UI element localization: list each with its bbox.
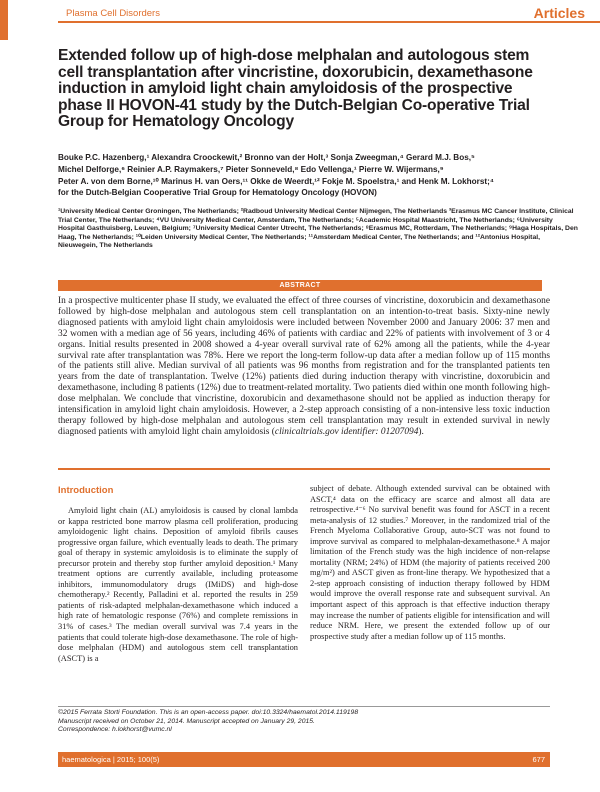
- article-title: Extended follow up of high-dose melphalan and autologous stem cell transplantation after vincristine, doxorubicin, dexamethasone induction in amyloid light chain amyloidosis of the prospective phase II HOVON-41 study by the Dutch-Belgian Co-operative Trial Group for Hematology Oncology: [58, 47, 533, 131]
- author-line: Bouke P.C. Hazenberg,¹ Alexandra Croockewit,² Bronno van der Holt,³ Sonja Zweegman,⁴ Gerard M.J. Bos,⁵: [58, 153, 475, 162]
- introduction-right-column: subject of debate. Although extended survival can be obtained with ASCT,⁴ data on the efficacy are scarce and almost all data are retrospective.⁴⁻⁶ No survival benefit was found for ASCT in a recent meta-analysis of 12 studies.⁷ Moreover, in the randomized trial of the French Myeloma Collaborative Group, auto-SCT was not found to improve survival as compared to melphalan-dexamethasone.⁸ A major limitation of the French study was the high incidence of non-relapse mortality (NRM; 24%) of HDM (the majority of patients received 200 mg/m²) and ASCT given as front-line therapy. We hypothesized that a 2-step approach consisting of induction therapy followed by HDM would improve the overall response rate and subsequent survival. An important aspect of this approach is that effective induction therapy may increase the number of patients eligible for intensification and will reduce NRM. Here, we present the extended follow up of our prospective study after a median follow up of 115 months.: [310, 484, 550, 641]
- author-line: for the Dutch-Belgian Cooperative Trial Group for Hematology Oncology (HOVON): [58, 188, 377, 198]
- abstract-label: ABSTRACT: [58, 280, 542, 291]
- introduction-left-column: Amyloid light chain (AL) amyloidosis is caused by clonal lambda or kappa restricted bone marrow plasma cell proliferation, producing amyloidogenic light chains. Deposition of amyloid fibrils causes progressive organ failure, which eventually leads to death. The primary goal of therapy in systemic amyloidosis is to eliminate the supply of precursor protein and thereby stop further amyloid deposition.¹ Many treatment options are currently available, including proteasome inhibitors, immunomodulatory drugs (IMiDS) and high-dose chemotherapy.² Recently, Palladini et al. reported the results in 259 patients of risk-adapted melphalan-dexamethasone which induced a high rate of hematologic response (76%) and complete remissions in 31% of cases.³ The median overall survival was 7.4 years in the patients that could tolerate high-dose dexamethasone. The role of high-dose melphalan (HDM) and autologous stem cell transplantation (ASCT) is a: [58, 506, 298, 663]
- correspondence: Correspondence: h.lokhorst@vumc.nl: [58, 726, 172, 734]
- abstract-divider: [58, 468, 550, 470]
- journal-citation: haematologica | 2015; 100(5): [62, 755, 160, 764]
- abstract-end: ).: [418, 426, 424, 437]
- footnote-divider: [58, 706, 550, 707]
- footnotes: [58, 709, 550, 735]
- page-number: 677: [532, 755, 545, 764]
- affiliations: ¹University Medical Center Groningen, The Netherlands; ²Radboud University Medical Center Nijmegen, The Netherlands ³Erasmus MC Cancer Institute, Clinical Trial Center, The Netherlands; ⁴VU University Medical Center, Amsterdam, The Netherlands; ⁵Academic Hospital Maastricht, The Netherlands; ⁶University Hospital Gasthuisberg, Leuven, Belgium; ⁷University Medical Center Utrecht, The Netherlands; ⁸Erasmus MC, Rotterdam, The Netherlands; ⁹Haga Hospitals, Den Haag, The Netherlands; ¹⁰Leiden University Medical Center, The Netherlands; ¹¹Amsterdam Medical Center, The Netherlands; and ¹²Antonius Hospital, Nieuwegein, The Netherlands: [58, 208, 578, 250]
- author-line: Peter A. von dem Borne,¹⁰ Marinus H. van Oers,¹¹ Okke de Weerdt,¹² Fokje M. Spoelstra,¹ and Henk M. Lokhorst;⁴: [58, 176, 494, 186]
- copyright-note: ©2015 Ferrata Storti Foundation. This is an open-access paper. doi:10.3324/haematol.2014.119198: [58, 709, 359, 716]
- article-type: Articles: [533, 5, 585, 21]
- author-list: [58, 152, 578, 199]
- abstract-body: In a prospective multicenter phase II study, we evaluated the effect of three courses of vincristine, doxorubicin and dexamethasone followed by high-dose melphalan and autologous stem cell transplantation on an intention-to-treat basis. Sixty-nine newly diagnosed patients with amyloid light chain amyloidosis were included between November 2000 and January 2006: 37 men and 32 women with a median age of 56 years, including 46% of patients with cardiac and 22% of patients with involvement of 3 or 4 organs. Initial results presented in 2008 showed a 4-year overall survival rate of 62% among all the patients, while the 4-year survival rate after transplantation was 78%. Here we report the long-term follow-up data after a median follow up of 115 months of the patients still alive. Median survival of all patients was 96 months from registration and for the transplanted patients ten years from the date of transplantation. Twelve (12%) patients died during induction therapy with vincristine, doxorubicin and dexamethasone, including 8 patients (12%) due to treatment-related mortality. Two patients died within one month following high-dose melphalan. We conclude that vincristine, doxorubicin and dexamethasone should not be applied as induction therapy for intensification in amyloid light chain amyloidosis. However, a 2-step approach consisting of a non-intensive less toxic induction therapy followed by high-dose melphalan and autologous stem cell transplantation may result in extended survival in newly diagnosed patients with amyloid light chain amyloidosis (: [58, 296, 550, 437]
- introduction-heading: Introduction: [58, 485, 114, 496]
- header-divider: [58, 21, 600, 23]
- manuscript-dates: Manuscript received on October 21, 2014. Manuscript accepted on January 29, 2015.: [58, 717, 315, 725]
- author-line: Michel Delforge,⁶ Reinier A.P. Raymakers,⁷ Pieter Sonneveld,⁸ Edo Vellenga,¹ Pierre W. Wijermans,⁹: [58, 164, 444, 174]
- abstract-text: [58, 296, 550, 438]
- page-header: [0, 0, 600, 40]
- trial-registration: clinicaltrials.gov identifier: 01207094: [274, 426, 419, 437]
- header-accent-bar: [0, 0, 8, 40]
- section-name: Plasma Cell Disorders: [66, 8, 160, 19]
